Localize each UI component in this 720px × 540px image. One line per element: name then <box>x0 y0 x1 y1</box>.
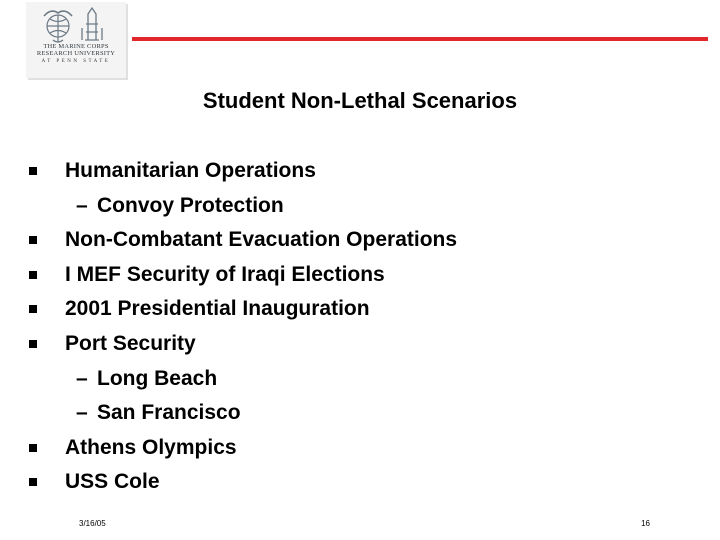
bullet-text: Humanitarian Operations <box>65 159 316 182</box>
eagle-globe-anchor-icon <box>36 4 116 44</box>
bullet-text: USS Cole <box>65 470 160 494</box>
sub-bullet-item <box>0 189 720 224</box>
sub-bullet-text: San Francisco <box>97 401 241 425</box>
sub-bullet-item <box>0 362 720 397</box>
bullet-text: 2001 Presidential Inauguration <box>65 297 370 321</box>
square-bullet-icon <box>29 305 37 313</box>
sub-bullet-item <box>0 396 720 431</box>
dash-marker: – <box>76 193 88 217</box>
dash-marker: – <box>76 401 88 425</box>
bullet-item <box>0 258 720 293</box>
square-bullet-icon <box>29 271 37 279</box>
university-logo <box>26 2 126 78</box>
bullet-text: Port Security <box>65 331 196 355</box>
bullet-text: I MEF Security of Iraqi Elections <box>65 262 385 286</box>
bullet-item <box>0 431 720 466</box>
bullet-text: Athens Olympics <box>65 435 237 459</box>
slide-title: Student Non-Lethal Scenarios <box>202 88 518 113</box>
logo-text-line3: AT PENN STATE <box>41 59 111 64</box>
square-bullet-icon <box>29 444 37 452</box>
square-bullet-icon <box>29 236 37 244</box>
logo-text-line2: RESEARCH UNIVERSITY <box>36 50 116 57</box>
slide-number: 16 <box>641 519 650 528</box>
logo-text-line1: THE MARINE CORPS <box>43 43 109 50</box>
header-accent-bar <box>132 37 708 41</box>
square-bullet-icon <box>29 478 37 486</box>
bullet-item <box>0 292 720 327</box>
bullet-item <box>0 465 720 500</box>
bullet-list <box>0 154 720 500</box>
sub-bullet-text: Convoy Protection <box>97 193 284 217</box>
square-bullet-icon <box>29 340 37 348</box>
sub-bullet-text: Long Beach <box>97 366 218 390</box>
bullet-item <box>0 154 720 189</box>
square-bullet-icon <box>29 167 37 175</box>
bullet-item <box>0 327 720 362</box>
dash-marker: – <box>76 366 88 390</box>
bullet-text: Non-Combatant Evacuation Operations <box>65 228 458 252</box>
footer-date: 3/16/05 <box>79 519 106 528</box>
bullet-item <box>0 223 720 258</box>
